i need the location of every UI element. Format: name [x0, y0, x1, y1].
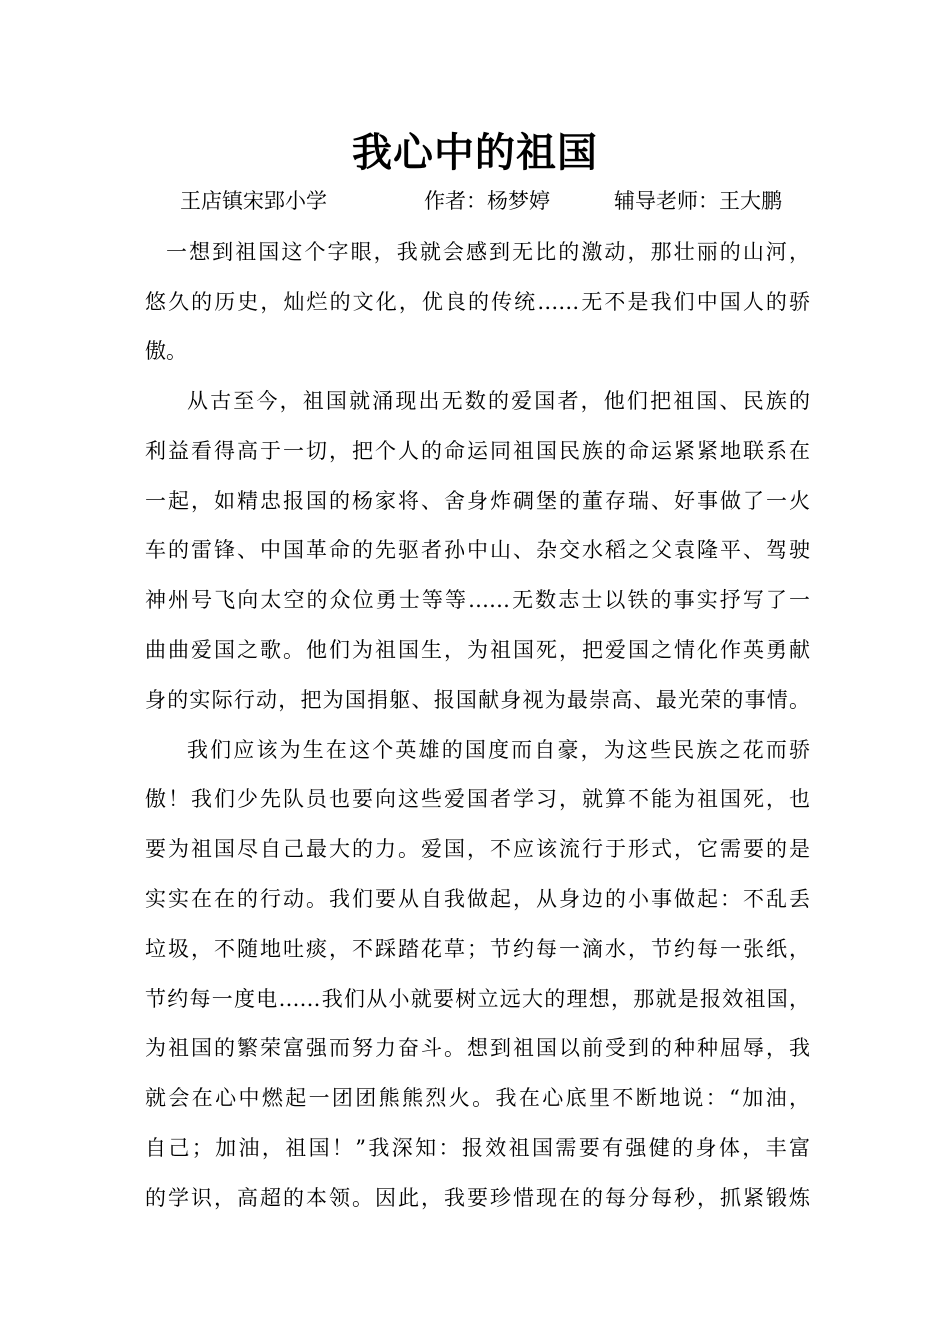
paragraph-line: 要为祖国尽自己最大的力。爱国，不应该流行于形式，它需要的是 — [145, 837, 810, 861]
paragraph-line: 就会在心中燃起一团团熊熊烈火。我在心底里不断地说：“加油， — [145, 1086, 810, 1110]
paragraph-line: 身的实际行动，把为国捐躯、报国献身视为最崇高、最光荣的事情。 — [145, 688, 810, 712]
paragraph-line: 从古至今，祖国就涌现出无数的爱国者，他们把祖国、民族的 — [187, 389, 810, 413]
byline — [0, 186, 950, 216]
paragraph-line: 为祖国的繁荣富强而努力奋斗。想到祖国以前受到的种种屈辱，我 — [145, 1036, 810, 1060]
paragraph-line: 自己；加油，祖国！”我深知：报效祖国需要有强健的身体，丰富 — [145, 1136, 810, 1160]
paragraph-line: 车的雷锋、中国革命的先驱者孙中山、杂交水稻之父袁隆平、驾驶 — [145, 538, 810, 562]
paragraph-line: 神州号飞向太空的众位勇士等等……无数志士以铁的事实抒写了一 — [145, 588, 810, 612]
paragraph-line: 我们应该为生在这个英雄的国度而自豪，为这些民族之花而骄 — [187, 738, 810, 762]
school-name: 王店镇宋郢小学 — [180, 189, 327, 213]
paragraph-line: 垃圾，不随地吐痰，不踩踏花草；节约每一滴水，节约每一张纸， — [145, 937, 810, 961]
paragraph-line: 节约每一度电……我们从小就要树立远大的理想，那就是报效祖国， — [145, 987, 810, 1011]
paragraph-line: 傲。 — [145, 339, 187, 363]
author-name: 作者：杨梦婷 — [424, 189, 550, 213]
paragraph-line: 实实在在的行动。我们要从自我做起，从身边的小事做起：不乱丢 — [145, 887, 810, 911]
teacher-name: 辅导老师：王大鹏 — [614, 189, 782, 213]
paragraph-line: 傲！我们少先队员也要向这些爱国者学习，就算不能为祖国死，也 — [145, 787, 810, 811]
paragraph-line: 曲曲爱国之歌。他们为祖国生，为祖国死，把爱国之情化作英勇献 — [145, 638, 810, 662]
paragraph-line: 一起，如精忠报国的杨家将、舍身炸碉堡的董存瑞、好事做了一火 — [145, 489, 810, 513]
paragraph-line: 一想到祖国这个字眼，我就会感到无比的激动，那壮丽的山河， — [166, 240, 810, 264]
page-title: 我心中的祖国 — [352, 129, 598, 176]
paragraph-line: 利益看得高于一切，把个人的命运同祖国民族的命运紧紧地联系在 — [145, 439, 810, 463]
paragraph-line: 悠久的历史，灿烂的文化，优良的传统……无不是我们中国人的骄 — [145, 290, 810, 314]
paragraph-line: 的学识，高超的本领。因此，我要珍惜现在的每分每秒，抓紧锻炼 — [145, 1186, 810, 1210]
